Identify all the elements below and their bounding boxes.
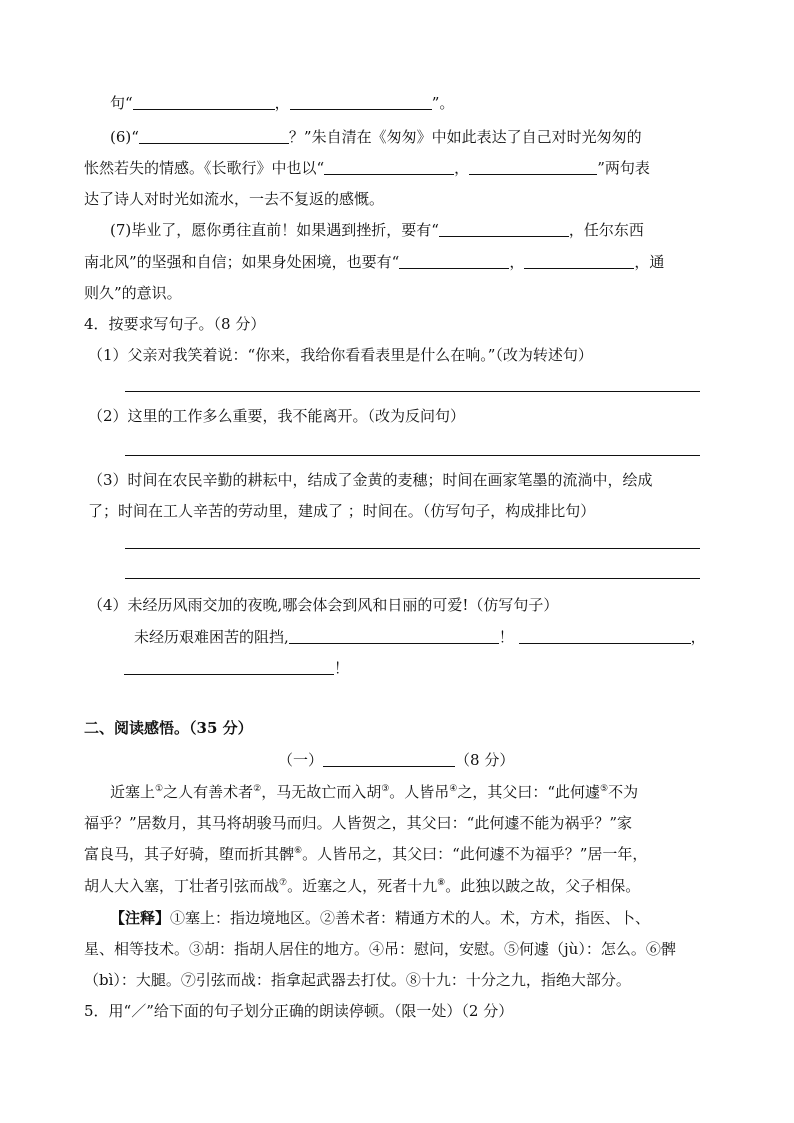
passage-line-2: 福乎？”居数月，其马将胡骏马而归。人皆贺之，其父曰：“此何遽不能为祸乎？”家	[84, 814, 633, 832]
q4-item-2: （2）这里的工作多么重要，我不能离开。（改为反问句）	[88, 407, 466, 425]
q4-item-3-line-2: 了；时间在工人辛苦的劳动里，建成了 ；时间在。（仿写句子，构成排比句）	[88, 502, 596, 520]
answer-blank[interactable]	[124, 659, 334, 675]
answer-line[interactable]	[125, 548, 700, 549]
answer-blank[interactable]	[399, 253, 509, 269]
passage-line-1: 近塞上①之人有善术者②，马无故亡而入胡③。人皆吊④之，其父曰：“此何遽⑤不为	[110, 783, 639, 801]
notes-line-2: 星、相等技术。③胡：指胡人居住的地方。④吊：慰问，安慰。⑤何遽（jù）：怎么。⑥髀	[84, 940, 676, 958]
q5-title: 5．用“／”给下面的句子划分正确的朗读停顿。（限一处）（2 分）	[84, 1002, 514, 1020]
q4-item-4: （4）未经历风雨交加的夜晚,哪会体会到风和日丽的可爱!（仿写句子）	[88, 596, 559, 614]
passage-line-3: 富良马，其子好骑，堕而折其髀⑥。人皆吊之，其父曰：“此何遽不为福乎？”居一年，	[84, 845, 648, 863]
answer-blank[interactable]	[524, 253, 634, 269]
passage-line-4: 胡人大入塞，丁壮者引弦而战⑦。近塞之人，死者十九⑧。此独以跛之故，父子相保。	[84, 877, 641, 895]
answer-line[interactable]	[125, 578, 700, 579]
q3-line-1: 句“ ， ”。	[110, 94, 455, 112]
answer-blank[interactable]	[290, 94, 432, 110]
q4-item-1: （1）父亲对我笑着说：“你来，我给你看看表里是什么在响。”（改为转述句）	[88, 346, 593, 364]
q4-item-4-line-2: ！	[124, 658, 349, 678]
answer-line[interactable]	[125, 391, 700, 392]
section-2-title: 二、阅读感悟。（35 分）	[84, 719, 253, 737]
answer-line[interactable]	[125, 455, 700, 456]
q3-item-7-line-1: (7)毕业了，愿你勇往直前！如果遇到挫折，要有“ ，任尔东西	[110, 221, 644, 239]
q3-item-6-line-2: 怅然若失的情感。《长歌行》中也以“ ， ”两句表	[84, 159, 650, 177]
q4-item-4-prompt: 未经历艰难困苦的阻挡, ！ ，	[134, 628, 706, 646]
answer-blank[interactable]	[519, 628, 691, 644]
notes-line-3: （bì）：大腿。⑦引弦而战：指拿起武器去打仗。⑧十九：十分之九，指绝大部分。	[84, 971, 631, 989]
answer-blank[interactable]	[289, 628, 499, 644]
q4-item-3-line-1: （3）时间在农民辛勤的耕耘中，结成了金黄的麦穗；时间在画家笔墨的流淌中，绘成	[88, 471, 653, 489]
subsection-1-title: （一） （8 分）	[278, 751, 515, 769]
answer-blank[interactable]	[439, 221, 569, 237]
title-blank[interactable]	[323, 751, 455, 767]
answer-blank[interactable]	[133, 94, 275, 110]
answer-blank[interactable]	[324, 159, 454, 175]
answer-blank[interactable]	[469, 159, 597, 175]
q3-item-7-line-2: 南北风”的坚强和自信；如果身处困境，也要有“ ， ，通	[84, 253, 665, 271]
notes-line-1: 【注释】①塞上：指边境地区。②善术者：精通方术的人。术，方术，指医、卜、	[110, 909, 651, 927]
q3-item-6-line-3: 达了诗人对时光如流水，一去不复返的感慨。	[84, 190, 385, 208]
q4-title: 4．按要求写句子。（8 分）	[84, 315, 266, 333]
answer-blank[interactable]	[139, 128, 289, 144]
q3-item-6-line-1: (6)“ ？”朱自清在《匆匆》中如此表达了自己对时光匆匆的	[110, 128, 642, 146]
q3-item-7-line-3: 则久”的意识。	[84, 284, 182, 302]
